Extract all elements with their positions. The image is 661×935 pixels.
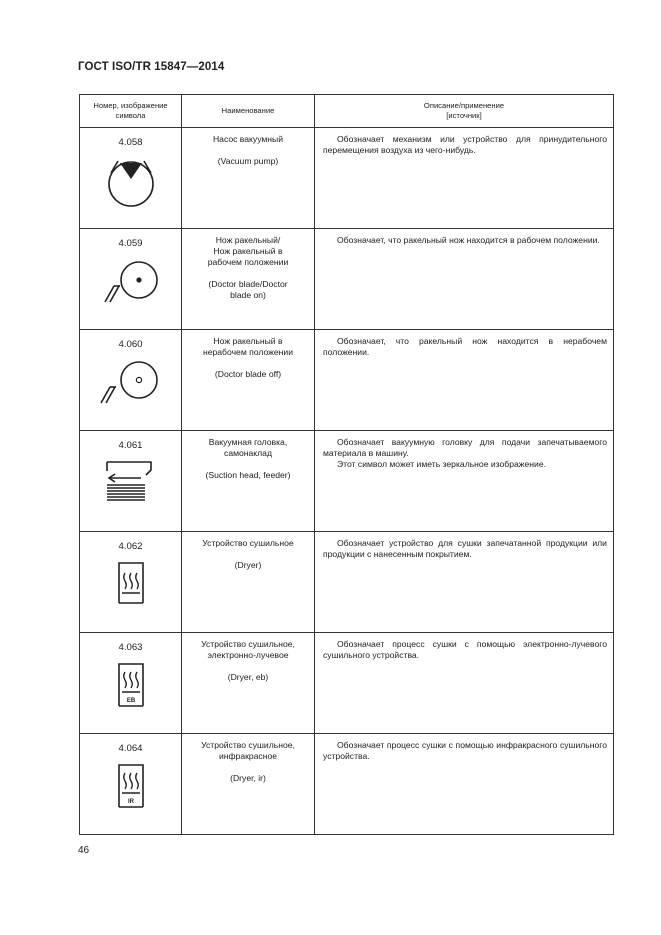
name-cell xyxy=(182,128,315,229)
number-cell xyxy=(80,431,182,532)
name-ru-line: нерабочем положении xyxy=(202,347,294,357)
dryer-ir-icon xyxy=(80,757,181,827)
name-ru-line: Насос вакуумный xyxy=(212,134,284,144)
name-ru-line: Нож ракельный в xyxy=(213,336,283,346)
column-header-description-label: Описание/применение xyxy=(423,101,505,110)
description-cell xyxy=(315,734,614,835)
name-en-line: (Dryer) xyxy=(234,560,262,570)
document-header: ГОСТ ISO/TR 15847—2014 xyxy=(78,61,225,73)
number-cell xyxy=(80,532,182,633)
description-text: Обозначает процесс сушки с помощью электронно-лучевого сушильного устройства. xyxy=(323,639,607,660)
number-cell xyxy=(80,330,182,431)
name-ru-line: Устройство сушильное, xyxy=(201,639,295,649)
name-en-line: (Vacuum pump) xyxy=(217,156,279,166)
description-text: Обозначает, что ракельный нож находится в нерабочем положении. xyxy=(323,336,607,357)
name-ru-line: Устройство сушильное, xyxy=(201,740,295,750)
name-cell xyxy=(182,330,315,431)
symbol-number: 4.062 xyxy=(118,541,143,552)
name-ru-line: Устройство сушильное xyxy=(202,538,294,548)
page-number: 46 xyxy=(78,845,90,856)
name-en-line: (Suction head, feeder) xyxy=(205,470,291,480)
table-row xyxy=(80,532,614,633)
table-row xyxy=(80,431,614,532)
description-cell xyxy=(315,633,614,734)
suction-head-feeder-icon xyxy=(80,454,181,524)
name-en-line: (Doctor blade/Doctor xyxy=(208,279,288,289)
name-ru-line: Вакуумная головка, xyxy=(208,437,288,447)
description-cell xyxy=(315,532,614,633)
name-cell xyxy=(182,734,315,835)
table-header-row xyxy=(80,95,614,128)
symbols-table xyxy=(79,94,614,835)
number-cell xyxy=(80,128,182,229)
dryer-symbol-label: IR xyxy=(127,799,134,805)
symbol-number: 4.064 xyxy=(118,743,143,754)
description-text: Обозначает вакуумную головку для подачи запечатываемого материала в машину. xyxy=(323,437,607,458)
column-header-source-label: [источник] xyxy=(446,111,482,120)
name-en-line: blade on) xyxy=(230,290,266,300)
name-cell xyxy=(182,532,315,633)
table-row xyxy=(80,734,614,835)
doctor-blade-on-icon xyxy=(80,252,181,322)
dryer-icon xyxy=(80,555,181,625)
name-cell xyxy=(182,431,315,532)
column-header-description xyxy=(315,95,614,128)
table-row xyxy=(80,633,614,734)
name-ru-line: Нож ракельный в xyxy=(213,246,283,256)
description-text: Обозначает устройство для сушки запечатанной продукции или продукции с нанесенным покрытием. xyxy=(323,538,607,559)
table-row xyxy=(80,229,614,330)
description-cell xyxy=(315,128,614,229)
dryer-eb-icon xyxy=(80,656,181,726)
symbol-number: 4.058 xyxy=(118,137,143,148)
description-cell xyxy=(315,330,614,431)
column-header-name: Наименование xyxy=(182,95,315,128)
description-text: Обозначает, что ракельный нож находится в рабочем положении. xyxy=(337,235,600,245)
name-ru-line: инфракрасное xyxy=(218,751,278,761)
name-en-line: (Doctor blade off) xyxy=(214,369,282,379)
symbol-number: 4.060 xyxy=(118,339,143,350)
dryer-symbol-label: EB xyxy=(126,698,135,704)
number-cell xyxy=(80,633,182,734)
symbol-number: 4.063 xyxy=(118,642,143,653)
vacuum-pump-icon xyxy=(80,151,181,221)
symbol-number: 4.059 xyxy=(118,238,143,249)
name-en-line: (Dryer, eb) xyxy=(227,672,269,682)
description-text: Этот символ может иметь зеркальное изображение. xyxy=(337,459,547,469)
table-row xyxy=(80,128,614,229)
name-en-line: (Dryer, ir) xyxy=(230,773,266,783)
description-cell xyxy=(315,431,614,532)
symbol-number: 4.061 xyxy=(118,440,143,451)
name-ru-line: Нож ракельный/ xyxy=(215,235,281,245)
description-cell xyxy=(315,229,614,330)
name-ru-line: самонаклад xyxy=(224,448,272,458)
name-cell xyxy=(182,633,315,734)
name-ru-line: рабочем положении xyxy=(207,257,289,267)
name-cell xyxy=(182,229,315,330)
table-row xyxy=(80,330,614,431)
number-cell xyxy=(80,734,182,835)
doctor-blade-off-icon xyxy=(80,353,181,423)
description-text: Обозначает механизм или устройство для принудительного перемещения воздуха из чего-нибудь. xyxy=(323,134,607,155)
column-header-number: Номер, изображение символа xyxy=(80,95,182,128)
description-text: Обозначает процесс сушки с помощью инфракрасного сушильного устройства. xyxy=(323,740,607,761)
number-cell xyxy=(80,229,182,330)
name-ru-line: электронно-лучевое xyxy=(207,650,289,660)
